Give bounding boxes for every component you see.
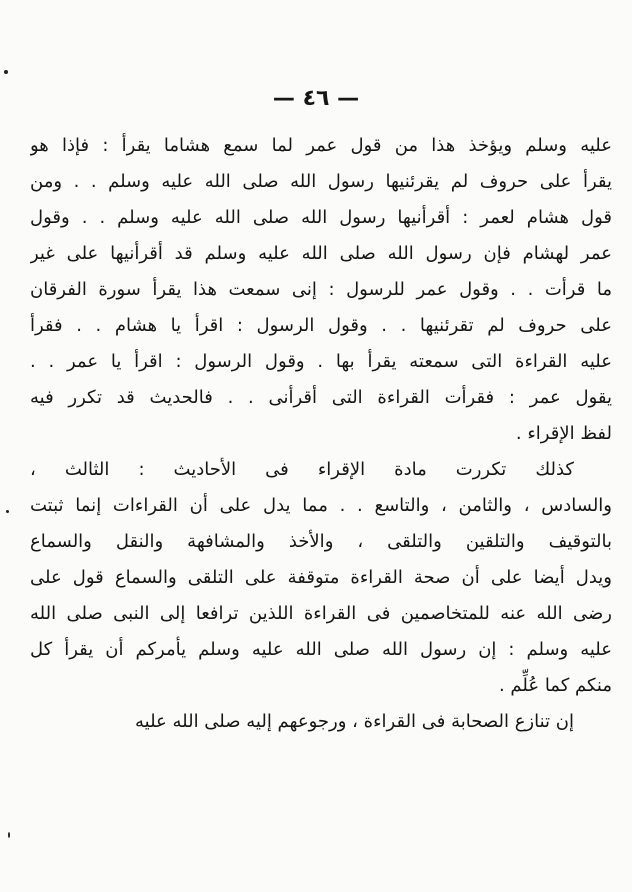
text-line: على حروف لم تقرئنيها . . وقول الرسول : اقرأ يا هشام . . فقرأ <box>30 315 612 336</box>
text-line: كذلك تكررت مادة الإقراء فى الأحاديث : الثالث ، <box>30 459 574 480</box>
scan-speck <box>4 70 8 74</box>
text-line: عمر لهشام فإن رسول الله صلى الله عليه وسلم قد أقرأنيها على غير <box>30 243 612 264</box>
text-line: رضى الله عنه للمتخاصمين فى القراءة اللذين ترافعا إلى النبى صلى الله <box>30 603 612 624</box>
scan-speck <box>8 832 10 838</box>
scan-speck <box>6 510 9 513</box>
text-line: عليه القراءة التى سمعته يقرأ بها . وقول الرسول : اقرأ يا عمر . . <box>30 351 612 372</box>
text-line: عليه وسلم : إن رسول الله صلى الله عليه وسلم يأمركم أن يقرأ كل <box>30 639 612 660</box>
text-line: منكم كما عُلِّم . <box>498 675 612 696</box>
body-text <box>30 128 612 740</box>
text-line: ويدل أيضا على أن صحة القراءة متوقفة على التلقى والسماع قول على <box>30 567 612 588</box>
text-line: يقول عمر : فقرأت القراءة التى أقرأنى . . فالحديث قد تكرر فيه <box>30 387 612 408</box>
text-line: بالتوقيف والتلقين والتلقى ، والأخذ والمشافهة والنقل والسماع <box>30 531 612 552</box>
text-line: والسادس ، والثامن ، والتاسع . . مما يدل على أن القراءات إنما ثبتت <box>30 495 612 516</box>
page-number: — ٤٦ — <box>272 86 360 111</box>
text-line: عليه وسلم ويؤخذ هذا من قول عمر لما سمع هشاما يقرأ : فإذا هو <box>30 135 612 156</box>
text-line: إن تنازع الصحابة فى القراءة ، ورجوعهم إليه صلى الله عليه <box>134 711 574 732</box>
text-line: قول هشام لعمر : أقرأنيها رسول الله صلى الله عليه وسلم . . وقول <box>30 207 612 228</box>
text-line: يقرأ على حروف لم يقرئنيها رسول الله صلى الله عليه وسلم . . ومن <box>30 171 612 192</box>
text-line: لفظ الإقراء . <box>515 423 612 444</box>
text-line: ما قرأت . . وقول عمر للرسول : إنى سمعت هذا يقرأ سورة الفرقان <box>30 279 612 300</box>
